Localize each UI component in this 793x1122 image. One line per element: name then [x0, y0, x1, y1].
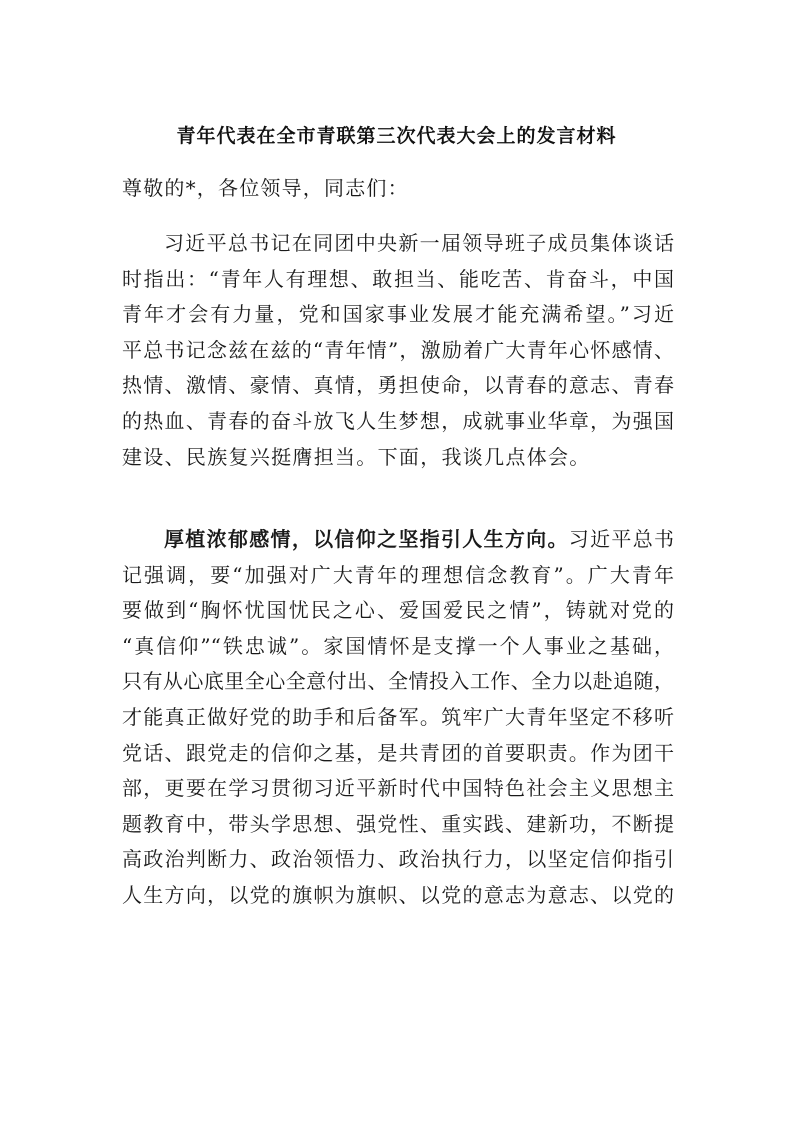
- paragraph-line: 热情、激情、豪情、真情，勇担使命，以青春的意志、青春: [122, 373, 674, 398]
- paragraph-line: 记强调，要“加强对广大青年的理想信念教育”。广大青年: [122, 562, 674, 587]
- paragraph-first-line: [122, 522, 674, 558]
- paragraph-line: 要做到“胸怀忧国忧民之心、爱国爱民之情”，铸就对党的: [122, 598, 674, 623]
- paragraph-line: “真信仰”“铁忠诚”。家国情怀是支撑一个人事业之基础，: [122, 633, 674, 658]
- paragraph-line: 才能真正做好党的助手和后备军。筑牢广大青年坚定不移听: [122, 704, 674, 729]
- document-title: 青年代表在全市青联第三次代表大会上的发言材料: [176, 125, 617, 147]
- paragraph-line: 党话、跟党走的信仰之基，是共青团的首要职责。作为团干: [122, 740, 674, 765]
- paragraph-line: 建设、民族复兴挺膺担当。下面，我谈几点体会。: [122, 444, 591, 469]
- paragraph-faith: [122, 522, 674, 914]
- paragraph-heading: 厚植浓郁感情，以信仰之坚指引人生方向。: [164, 527, 569, 551]
- paragraph-intro: [122, 226, 674, 475]
- salutation: 尊敬的*，各位领导，同志们：: [122, 176, 409, 200]
- paragraph-line: 的热血、青春的奋斗放飞人生梦想，成就事业华章，为强国: [122, 408, 674, 433]
- paragraph-line: 平总书记念兹在兹的“青年情”，激励着广大青年心怀感情、: [122, 337, 674, 362]
- paragraph-line: 只有从心底里全心全意付出、全情投入工作、全力以赴追随，: [122, 669, 674, 694]
- paragraph-line: 时指出：“青年人有理想、敢担当、能吃苦、肯奋斗，中国: [122, 266, 674, 291]
- paragraph-line: 题教育中，带头学思想、强党性、重实践、建新功，不断提: [122, 811, 674, 836]
- paragraph-heading-continuation: 习近平总书: [568, 527, 674, 551]
- paragraph-line: 部，更要在学习贯彻习近平新时代中国特色社会主义思想主: [122, 776, 674, 801]
- paragraph-line: 青年才会有力量，党和国家事业发展才能充满希望。”习近: [122, 302, 674, 327]
- paragraph-line: 高政治判断力、政治领悟力、政治执行力，以坚定信仰指引: [122, 847, 674, 872]
- paragraph-line: 习近平总书记在同团中央新一届领导班子成员集体谈话: [164, 231, 674, 255]
- paragraph-line: 人生方向，以党的旗帜为旗帜、以党的意志为意志、以党的: [122, 882, 674, 907]
